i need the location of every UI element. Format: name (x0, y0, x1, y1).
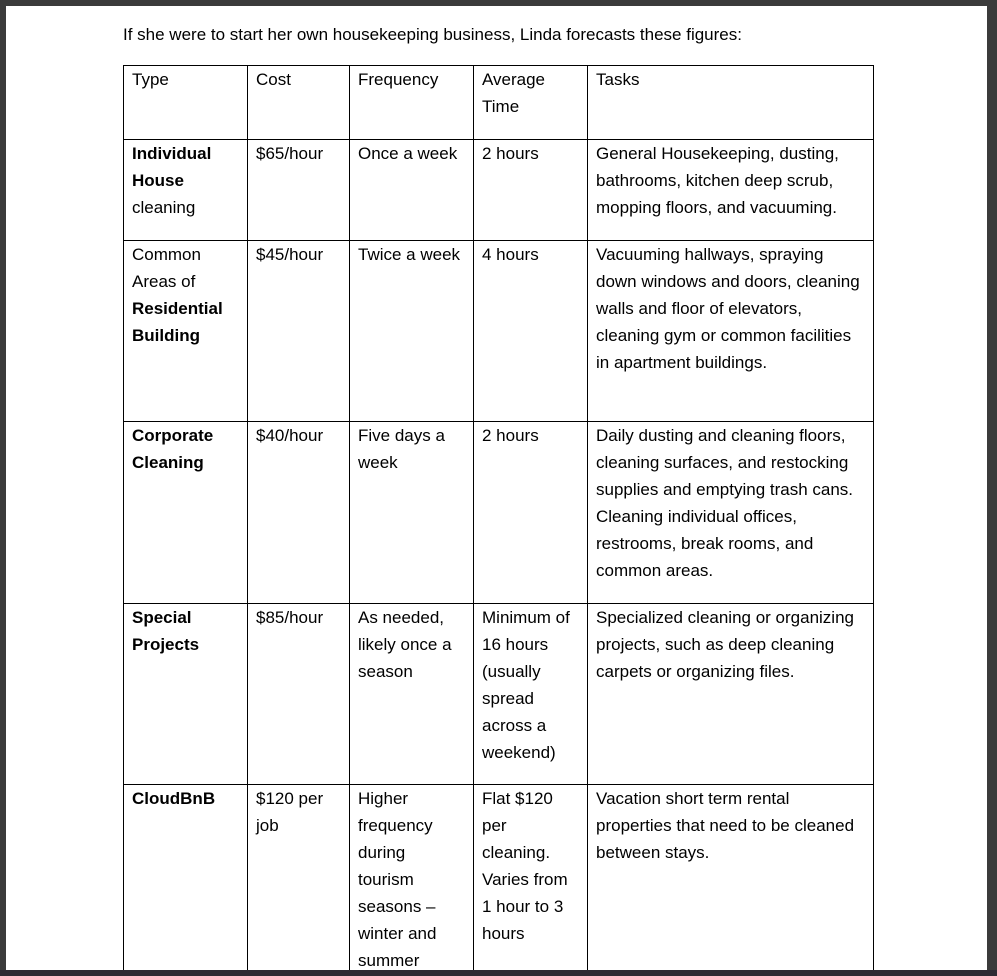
cell-tasks: Vacuuming hallways, spraying down windows and doors, cleaning walls and floor of elevators, cleaning gym or common facilities in apartment buildings. (588, 241, 874, 422)
type-bold-line2: Building (132, 326, 200, 345)
type-bold-line2: Cleaning (132, 453, 204, 472)
header-average-time-line2: Time (482, 97, 520, 116)
table-row (124, 785, 874, 971)
header-average-time-line1: Average (482, 70, 546, 89)
type-bold-line1: Individual (132, 144, 212, 163)
cell-type (124, 241, 248, 422)
document-page (6, 6, 987, 970)
cell-cost: $120 per job (248, 785, 350, 971)
cell-cost: $65/hour (248, 140, 350, 241)
table-row (124, 140, 874, 241)
cell-average-time: Flat $120 per cleaning. Varies from 1 hour to 3 hours (474, 785, 588, 971)
table-row (124, 422, 874, 604)
header-type: Type (124, 66, 248, 140)
cell-tasks: General Housekeeping, dusting, bathrooms, kitchen deep scrub, mopping floors, and vacuuming. (588, 140, 874, 241)
type-bold-line2: Projects (132, 635, 200, 654)
cell-tasks: Vacation short term rental properties that need to be cleaned between stays. (588, 785, 874, 971)
type-rest: cleaning (132, 198, 196, 217)
header-tasks: Tasks (588, 66, 874, 140)
cell-average-time: 2 hours (474, 422, 588, 604)
cell-cost: $40/hour (248, 422, 350, 604)
cell-cost: $45/hour (248, 241, 350, 422)
cell-average-time: 4 hours (474, 241, 588, 422)
cell-frequency: Higher frequency during tourism seasons – winter and summer (350, 785, 474, 971)
cell-average-time: 2 hours (474, 140, 588, 241)
table-header-row (124, 66, 874, 140)
type-bold-line1: Corporate (132, 426, 214, 445)
type-bold-line1: CloudBnB (132, 789, 216, 808)
table-row (124, 241, 874, 422)
cell-type (124, 422, 248, 604)
cell-type (124, 604, 248, 785)
cell-frequency: Once a week (350, 140, 474, 241)
type-bold-line2: House (132, 171, 184, 190)
cell-frequency: As needed, likely once a season (350, 604, 474, 785)
viewer-bottom-bar (0, 970, 997, 976)
cell-average-time: Minimum of 16 hours (usually spread across a weekend) (474, 604, 588, 785)
cell-type (124, 785, 248, 971)
table-row (124, 604, 874, 785)
cell-frequency: Twice a week (350, 241, 474, 422)
cell-cost: $85/hour (248, 604, 350, 785)
type-bold-line1: Residential (132, 299, 223, 318)
intro-paragraph: If she were to start her own housekeeping business, Linda forecasts these figures: (123, 25, 742, 44)
header-average-time (474, 66, 588, 140)
cell-frequency: Five days a week (350, 422, 474, 604)
type-pre-line1: Common (132, 245, 201, 264)
cell-tasks: Specialized cleaning or organizing projects, such as deep cleaning carpets or organizing files. (588, 604, 874, 785)
forecast-table (123, 65, 874, 970)
type-bold-line1: Special (132, 608, 192, 627)
header-cost: Cost (248, 66, 350, 140)
type-pre-line2: Areas of (132, 272, 196, 291)
cell-tasks: Daily dusting and cleaning floors, cleaning surfaces, and restocking supplies and emptying trash cans. Cleaning individual offices, restrooms, break rooms, and common areas. (588, 422, 874, 604)
cell-type (124, 140, 248, 241)
header-frequency: Frequency (350, 66, 474, 140)
